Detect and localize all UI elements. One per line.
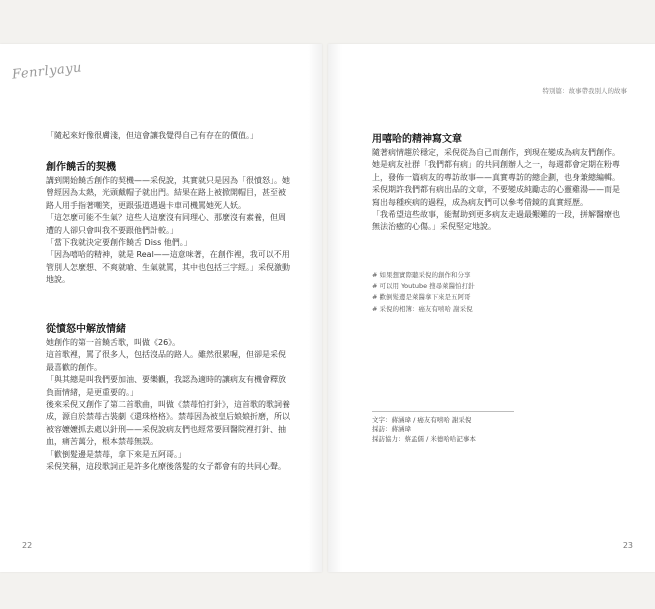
paragraph: 「這怎麼可能不生氣？這些人這麼沒有同理心、那麼沒有素養，但周遭的人卻只會叫我不要跟他們計較。」 — [46, 213, 286, 235]
paragraph: 「因為嘻哈的精神，就是 Real——這意味著，在創作裡，我可以不用管別人怎麼想、不爽就嗆、生氣就罵，其中也包括三字經。」采倪激動地說。 — [46, 250, 290, 285]
page-number-right: 23 — [622, 541, 633, 550]
paragraph: 講到開始饒舌創作的契機——采倪說，其實就只是因為「很憤怒」。她曾經因為太熱，光頭戴帽子就出門。結果在路上被掀開帽目，甚至被路人用手指著嘲笑，更跟張道遇過卡車司機罵她死人妖。 — [46, 176, 290, 210]
credits — [372, 416, 622, 444]
paragraph: 「當下我就決定要創作饒舌 Diss 他們。」 — [46, 238, 192, 248]
running-head: 特別篇：故事帶我別人的故事 — [542, 87, 627, 95]
signature: Fenrlyayu — [11, 60, 83, 83]
paragraph: 她創作的第一首饒舌歌，叫做《26》。 — [46, 338, 181, 347]
credit-line: 採訪協力：蔡孟儒 / 米德哈哈記事本 — [372, 434, 476, 443]
intro-quote-text: 「隨起來好像很膚淺，但這會讓我覺得自己有存在的價值。」 — [46, 131, 258, 140]
intro-quote — [46, 130, 298, 142]
section-heading: 用嘻哈的精神寫文章 — [372, 134, 462, 145]
credits-divider — [372, 411, 514, 412]
hashtag: # 如果想實際聽采倪的創作和分享 — [372, 271, 471, 279]
credit-line: 文字：蔣涵瑋 / 癌友有嘻哈 謝采倪 — [372, 416, 472, 424]
paragraph: 「歡倒髮邊是禁苺，拿下來是五阿哥。」 — [46, 449, 186, 459]
paragraph: 後來采倪又創作了第二首歌曲，叫做《禁苺怕打針》，這首歌的歌詞養成，源自於禁苺古裝劇《還珠格格》。禁苺因為被皇后娘娘折磨，所以被容嬤嬤抓去處以針刑——采倪說病友們也經常要回醫院裡打針、抽血，痛苦萬分，根本禁苺無誤。 — [46, 400, 290, 447]
credit-line: 採訪：蔣涵瑋 — [372, 425, 411, 434]
section-heading-1: 創作饒舌的契機 — [46, 162, 116, 173]
gutter-shadow-left — [308, 44, 322, 572]
paragraph: 隨著病情趨於穩定，采倪從為自己而創作，到現在變成為病友們創作。她是病友社群「我們都有病」的共同創辦人之一，每週都會定期在粉專上，發佈一篇病友的專訪故事——真實專訪的總企劃，也身兼總編輯。 — [372, 148, 620, 182]
paragraph: 采倪笑稱，這段歌詞正是許多化療後落髮的女子都會有的共同心聲。 — [46, 462, 286, 472]
hashtag-list — [372, 270, 622, 315]
section-body — [372, 147, 622, 234]
right-page — [328, 44, 655, 572]
section-2-body — [46, 337, 292, 473]
gutter-shadow-right — [328, 44, 342, 572]
section-heading-2: 從憤怒中解放情緒 — [46, 324, 126, 335]
paragraph: 這首歌裡，罵了很多人，包括沒品的路人。雖然很累喔，但卻是采倪最喜歡的創作。 — [46, 350, 286, 372]
paragraph: 「與其總是叫我們要加油、要樂觀，我認為適時的讓病友有機會釋放負面情緒，是更重要的。」 — [46, 375, 286, 397]
paragraph: 「我希望這些故事，能幫助到更多病友走過最艱難的一段，拼解醫療也無法治癒的心傷。」采倪堅定地說。 — [372, 210, 620, 232]
paragraph: 采倪期許我們都有病出品的文章，不要變成純勵志的心靈雞湯——而是寫出每種疾病的過程，成為病友們可以參考借鏡的真實經歷。 — [372, 185, 620, 207]
hashtag: # 歡倒髮邊是萊醫拿下來是五阿哥 — [372, 293, 471, 302]
hashtag: # 采倪的相簿：癌友有嘻哈 謝采倪 — [372, 304, 473, 313]
section-1-body — [46, 175, 292, 287]
hashtag: # 可以用 Youtube 搜尋萊醫怕打針 — [372, 282, 475, 291]
page-number-left: 22 — [22, 541, 33, 550]
left-page — [0, 44, 322, 572]
